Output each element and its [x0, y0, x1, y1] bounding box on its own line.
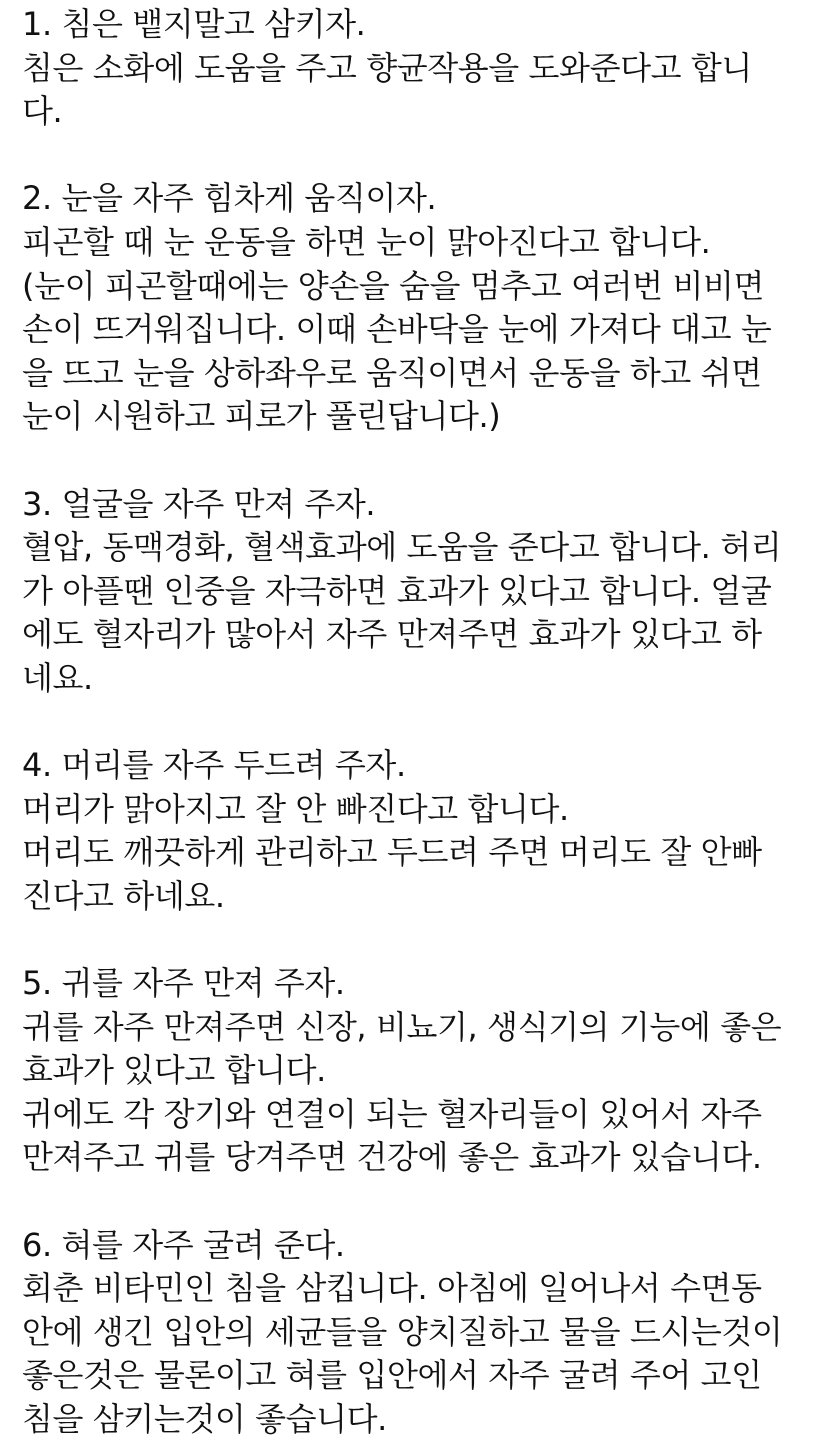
section-2 — [22, 177, 822, 439]
section-spacer — [22, 439, 822, 483]
body-line: 효과가 있다고 합니다. — [22, 1051, 326, 1090]
body-line: 손이 뜨거워집니다. 이때 손바닥을 눈에 가져다 대고 눈 — [22, 310, 772, 349]
body-line: (눈이 피곤할때에는 양손을 숨을 멈추고 여러번 비비면 — [22, 266, 764, 305]
section-title: 3. 얼굴을 자주 만져 주자. — [22, 484, 376, 523]
body-line: 진다고 하네요. — [22, 876, 225, 915]
health-tips-document — [22, 3, 822, 1438]
body-line: 회춘 비타민인 침을 삼킵니다. 아침에 일어나서 수면동 — [22, 1269, 762, 1308]
body-line: 머리가 맑아지고 잘 안 빠진다고 합니다. — [22, 789, 569, 828]
body-line: 에도 혈자리가 많아서 자주 만져주면 효과가 있다고 하 — [22, 615, 762, 654]
body-line: 머리도 깨끗하게 관리하고 두드려 주면 머리도 잘 안빠 — [22, 833, 762, 872]
body-line: 네요. — [22, 658, 93, 697]
section-4 — [22, 744, 822, 918]
section-spacer — [22, 134, 822, 178]
section-title: 4. 머리를 자주 두드려 주자. — [22, 746, 406, 785]
body-line: 을 뜨고 눈을 상하좌우로 움직이면서 운동을 하고 쉬면 — [22, 353, 762, 392]
section-5 — [22, 962, 822, 1180]
body-line: 침을 삼키는것이 좋습니다. — [22, 1400, 387, 1438]
section-3 — [22, 483, 822, 701]
section-title: 6. 혀를 자주 굴려 준다. — [22, 1225, 345, 1264]
body-line: 다. — [22, 92, 63, 131]
body-line: 눈이 시원하고 피로가 풀린답니다.) — [22, 397, 501, 436]
section-spacer — [22, 918, 822, 962]
section-spacer — [22, 701, 822, 745]
body-line: 좋은것은 물론이고 혀를 입안에서 자주 굴려 주어 고인 — [22, 1356, 762, 1395]
section-1 — [22, 3, 822, 134]
body-line: 귀를 자주 만져주면 신장, 비뇨기, 생식기의 기능에 좋은 — [22, 1007, 782, 1046]
section-6 — [22, 1224, 822, 1442]
body-line: 귀에도 각 장기와 연결이 되는 혈자리들이 있어서 자주 — [22, 1094, 762, 1133]
section-title: 2. 눈을 자주 힘차게 움직이자. — [22, 179, 437, 218]
section-title: 5. 귀를 자주 만져 주자. — [22, 964, 345, 1003]
section-title: 1. 침은 뱉지말고 삼키자. — [22, 5, 366, 43]
body-line: 가 아플땐 인중을 자극하면 효과가 있다고 합니다. 얼굴 — [22, 571, 772, 610]
body-line: 만져주고 귀를 당겨주면 건강에 좋은 효과가 있습니다. — [22, 1138, 762, 1177]
body-line: 혈압, 동맥경화, 혈색효과에 도움을 준다고 합니다. 허리 — [22, 528, 782, 567]
body-line: 침은 소화에 도움을 주고 향균작용을 도와준다고 합니 — [22, 48, 752, 87]
section-spacer — [22, 1180, 822, 1224]
body-line: 피곤할 때 눈 운동을 하면 눈이 맑아진다고 합니다. — [22, 222, 711, 261]
body-line: 안에 생긴 입안의 세균들을 양치질하고 물을 드시는것이 — [22, 1312, 783, 1351]
